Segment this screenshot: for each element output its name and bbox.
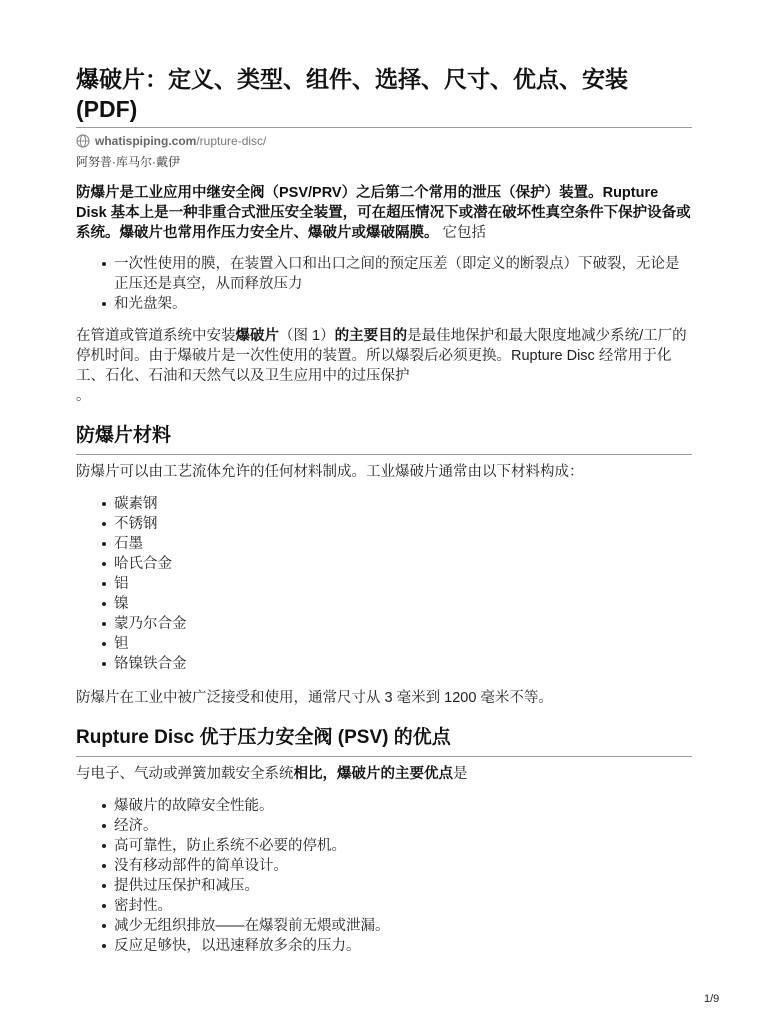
list-item: 爆破片的故障安全性能。 [114,796,692,816]
source-path: /rupture-disc/ [196,134,267,148]
article [76,64,692,956]
list-item: 蒙乃尔合金 [114,614,692,634]
intro-paragraph [76,183,692,243]
list-item: 提供过压保护和减压。 [114,876,692,896]
section-heading-materials: 防爆片材料 [76,425,172,446]
list-item: 镍 [114,594,692,614]
advantages-lead-bold: 相比，爆破片的主要优点 [293,766,453,782]
purpose-text-3: 是最佳地保护和最大限度地减少系统/工厂的停机时间。由于爆破片是一次性使用的装置。所以爆裂后必须更换。Rupture Disc 经常用于化工、石化、石油和天然气以及卫生应用中的过压保护 [76,328,687,384]
purpose-text-1: 在管道或管道系统中安装 [76,328,236,344]
section-divider [76,454,692,455]
list-item: 铝 [114,574,692,594]
list-item: 哈氏合金 [114,554,692,574]
materials-lead: 防爆片可以由工艺流体允许的任何材料制成。工业爆破片通常由以下材料构成： [76,464,584,480]
section-divider [76,756,692,757]
list-item: 没有移动部件的简单设计。 [114,856,692,876]
list-item: 密封性。 [114,896,692,916]
advantages-lead [76,764,692,784]
purpose-bold-1: 爆破片 [235,328,279,344]
list-item: 碳素钢 [114,494,692,514]
purpose-text-4: 。 [76,388,91,404]
size-note: 防爆片在工业中被广泛接受和使用，通常尺寸从 3 毫米到 1200 毫米不等。 [76,690,553,706]
advantages-lead-text-1: 与电子、气动或弹簧加载安全系统 [76,766,294,782]
intro-tail-text: 它包括 [438,225,487,241]
list-item: 经济。 [114,816,692,836]
list-item: 和光盘架。 [114,294,692,314]
page-title: 爆破片：定义、类型、组件、选择、尺寸、优点、安装 (PDF) [76,66,628,122]
intro-bold-text: 防爆片是工业应用中继安全阀（PSV/PRV）之后第二个常用的泄压（保护）装置。Rupture Disk 基本上是一种非重合式泄压安全装置，可在超压情况下或潜在破坏性真空条件下保护设备或系统。爆破片也常用作压力安全片、爆破片或爆破隔膜。 [76,185,691,241]
advantages-list [76,796,692,956]
list-item: 钽 [114,634,692,654]
section-heading-advantages: Rupture Disc 优于压力安全阀 (PSV) 的优点 [76,727,451,748]
list-item: 高可靠性，防止系统不必要的停机。 [114,836,692,856]
advantages-lead-text-2: 是 [453,766,468,782]
list-item: 铬镍铁合金 [114,654,692,674]
list-item: 不锈钢 [114,514,692,534]
source-host: whatispiping.com [95,134,197,148]
materials-list [76,494,692,674]
intro-list [76,254,692,314]
list-item: 石墨 [114,534,692,554]
purpose-paragraph [76,326,692,406]
title-divider [76,127,692,128]
purpose-bold-2: 的主要目的 [334,328,408,344]
list-item: 一次性使用的膜，在装置入口和出口之间的预定压差（即定义的断裂点）下破裂，无论是正压还是真空，从而释放压力 [114,254,692,294]
list-item: 反应足够快，以迅速释放多余的压力。 [114,936,692,956]
author: 阿努普·库马尔·戴伊 [76,155,180,169]
purpose-text-2: （图 1） [279,328,335,344]
source-link[interactable] [76,133,692,149]
page-number: 1/9 [704,993,720,1005]
list-item: 减少无组织排放——在爆裂前无煨或泄漏。 [114,916,692,936]
globe-icon [76,134,90,148]
